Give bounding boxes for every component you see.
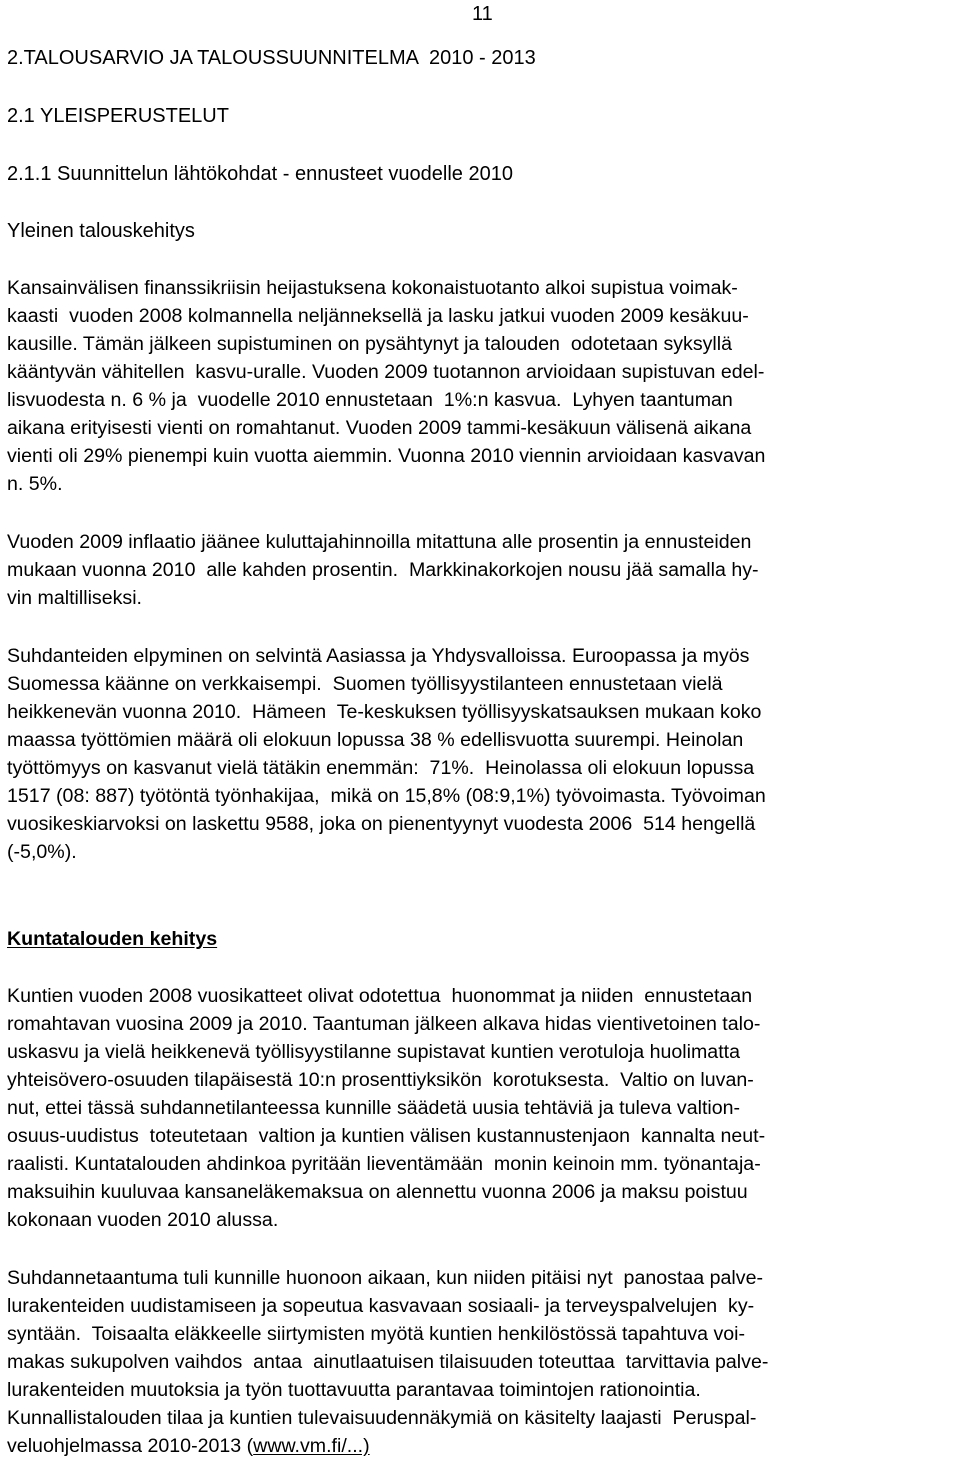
paragraph-1-line-1: Kansainvälisen finanssikriisin heijastuksena kokonaistuotanto alkoi supistua voimak- [7,277,738,299]
vm-fi-link[interactable]: www.vm.fi/...) [253,1435,370,1457]
section2-paragraph-1-line-7: raalisti. Kuntatalouden ahdinkoa pyritään lieventämään monin keinoin mm. työnantaja- [7,1153,761,1175]
section2-paragraph-2-line-7 [7,1434,370,1458]
heading-subsection: 2.1.1 Suunnittelun lähtökohdat - ennusteet vuodelle 2010 [7,163,513,185]
heading-topic: Yleinen talouskehitys [7,220,195,242]
section2-paragraph-1-line-9: kokonaan vuoden 2010 alussa. [7,1209,279,1231]
paragraph-1-line-4: kääntyvän vähitellen kasvu-uralle. Vuoden 2009 tuotannon arvioidaan supistuvan edel- [7,361,765,383]
page-number: 11 [472,3,493,25]
paragraph-1-line-7: vienti oli 29% pienempi kuin vuotta aiemmin. Vuonna 2010 viennin arvioidaan kasvavan [7,445,766,467]
paragraph-1-line-3: kausille. Tämän jälkeen supistuminen on pysähtynyt ja talouden odotetaan syksyllä [7,333,733,355]
paragraph-3-line-1: Suhdanteiden elpyminen on selvintä Aasiassa ja Yhdysvalloissa. Euroopassa ja myös [7,645,750,667]
section2-paragraph-2-line-3: syntään. Toisaalta eläkkeelle siirtymisten myötä kuntien henkilöstössä tapahtuva voi- [7,1323,746,1345]
paragraph-3-line-7: vuosikeskiarvoksi on laskettu 9588, joka on pienentyynyt vuodesta 2006 514 hengellä [7,813,756,835]
heading-section: 2.1 YLEISPERUSTELUT [7,105,229,127]
paragraph-3-line-5: työttömyys on kasvanut vielä tätäkin enemmän: 71%. Heinolassa oli elokuun lopussa [7,757,755,779]
section2-paragraph-1-line-2: romahtavan vuosina 2009 ja 2010. Taantuman jälkeen alkava hidas vientivetoinen talo- [7,1013,761,1035]
paragraph-3-line-6: 1517 (08: 887) työtöntä työnhakijaa, mikä on 15,8% (08:9,1%) työvoimasta. Työvoiman [7,785,766,807]
section2-paragraph-1-line-1: Kuntien vuoden 2008 vuosikatteet olivat odotettua huonommat ja niiden ennustetaan [7,985,753,1007]
section2-paragraph-1-line-4: yhteisövero-osuuden tilapäisestä 10:n prosenttiyksikön korotuksesta. Valtio on luvan- [7,1069,754,1091]
paragraph-1-line-2: kaasti vuoden 2008 kolmannella neljänneksellä ja lasku jatkui vuoden 2009 kesäkuu- [7,305,749,327]
section2-paragraph-1-line-5: nut, ettei tässä suhdannetilanteessa kunnille säädetä uusia tehtäviä ja tuleva valtion- [7,1097,741,1119]
section2-paragraph-2-line-6: Kunnallistalouden tilaa ja kuntien tulevaisuudennäkymiä on käsitelty laajasti Peruspal- [7,1407,757,1429]
paragraph-1-line-5: lisvuodesta n. 6 % ja vuodelle 2010 ennustetaan 1%:n kasvua. Lyhyen taantuman [7,389,733,411]
heading-main: 2.TALOUSARVIO JA TALOUSSUUNNITELMA 2010 - 2013 [7,47,536,69]
paragraph-3-line-3: heikkenevän vuonna 2010. Hämeen Te-keskuksen työllisyyskatsauksen mukaan koko [7,701,762,723]
paragraph-3-line-2: Suomessa käänne on verkkaisempi. Suomen työllisyystilanteen ennustetaan vielä [7,673,723,695]
section2-paragraph-1-line-8: maksuihin kuuluvaa kansaneläkemaksua on alennettu vuonna 2006 ja maksu poistuu [7,1181,748,1203]
section-heading-kuntatalous: Kuntatalouden kehitys [7,928,218,950]
paragraph-3-line-4: maassa työttömien määrä oli elokuun lopussa 38 % edellisvuotta suurempi. Heinolan [7,729,744,751]
section2-paragraph-2-line-5: lurakenteiden muutoksia ja työn tuottavuutta parantavaa toimintojen rationointia. [7,1379,701,1401]
paragraph-2-line-1: Vuoden 2009 inflaatio jäänee kuluttajahinnoilla mitattuna alle prosentin ja ennusteiden [7,531,752,553]
section2-paragraph-2-line-1: Suhdannetaantuma tuli kunnille huonoon aikaan, kun niiden pitäisi nyt panostaa palve- [7,1267,763,1289]
paragraph-1-line-8: n. 5%. [7,473,63,495]
section2-paragraph-1-line-6: osuus-uudistus toteutetaan valtion ja kuntien välisen kustannustenjaon kannalta neut- [7,1125,766,1147]
section2-paragraph-1-line-3: uskasvu ja vielä heikkenevä työllisyystilanne supistavat kuntien verotuloja huolimatta [7,1041,740,1063]
section2-paragraph-2-line-2: lurakenteiden uudistamiseen ja sopeutua kasvavaan sosiaali- ja terveyspalvelujen ky- [7,1295,755,1317]
paragraph-2-line-2: mukaan vuonna 2010 alle kahden prosentin. Markkinakorkojen nousu jää samalla hy- [7,559,759,581]
last-line-prefix: veluohjelmassa 2010-2013 ( [7,1435,254,1457]
paragraph-3-line-8: (-5,0%). [7,841,77,863]
paragraph-1-line-6: aikana erityisesti vienti on romahtanut. Vuoden 2009 tammi-kesäkuun välisenä aikana [7,417,752,439]
paragraph-2-line-3: vin maltilliseksi. [7,587,143,609]
section2-paragraph-2-line-4: makas sukupolven vaihdos antaa ainutlaatuisen tilaisuuden toteuttaa tarvittavia palve- [7,1351,769,1373]
